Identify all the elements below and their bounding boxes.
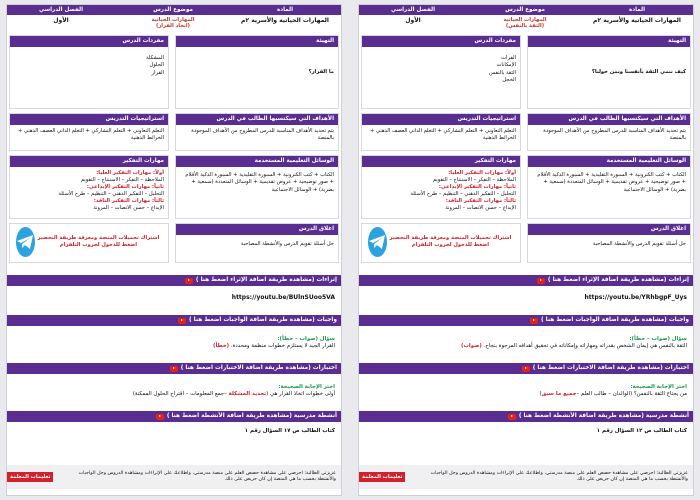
homework-question (13, 343, 335, 350)
telegram-icon[interactable] (16, 227, 35, 257)
lesson-grid (359, 35, 693, 267)
skills-list (362, 167, 520, 215)
test-text-b: –جمع المعلومات – اقتراح الحلول الممكنة) (132, 391, 229, 398)
skills-box (361, 155, 521, 219)
homework-section (7, 315, 341, 354)
vocab-item: الإمكانات (496, 62, 516, 69)
homework-answer: (صواب) (461, 343, 482, 350)
strategies-box (361, 113, 521, 151)
youtube-icon[interactable] (185, 278, 193, 284)
skills-list (10, 167, 168, 215)
subject-value: المهارات الحياتية والأسرية ٢م (241, 17, 329, 24)
telegram-box[interactable] (361, 223, 521, 263)
skills-items-2: التحليل – التفكير الذهني – التنظيم – طرح الأسئلة (410, 191, 516, 197)
youtube-icon[interactable] (156, 414, 164, 420)
activity-title[interactable]: أنشطة مدرسية (مشاهدة طريقة اضافة الأنشطة اضغط هنا ) (166, 413, 337, 419)
lesson-grid (7, 35, 341, 267)
tests-section (7, 363, 341, 402)
skills-heading-2: ثانياً: مهارات التفكير الإبداعي: (86, 184, 164, 190)
strategies-text: التعلم التعاوني + التعلم التشاركي + التعلم الذاتي العصف الذهني + الخرائط الذهنية (369, 128, 516, 142)
topic-subtitle: المهارات الحياتية (503, 17, 547, 23)
term-cell (358, 5, 469, 31)
activity-text: كتاب الطالب ص ١٧ السؤال رقم ١ (244, 428, 335, 434)
tests-bar[interactable] (359, 363, 693, 374)
vocab-item: القرار (151, 69, 164, 76)
homework-title[interactable]: واجبات (مشاهدة طريقة اضافة الواجبات اضغط هنا ) (189, 317, 337, 323)
subject-cell (581, 5, 693, 31)
goals-title: الأهداف التي سيكتسبها الطالب في الدرس (528, 114, 690, 125)
subject-label: المادة (581, 5, 693, 15)
tf-label: سؤال (صواب – خطأ): (629, 336, 687, 342)
homework-bar[interactable] (359, 315, 693, 326)
aids-box (175, 155, 339, 219)
test-answer: جميع ما سبق (541, 391, 577, 398)
goals-text: يتم تحديد الأهداف المناسبة للدرس المطروح من الأهداف الموجودة بالمنصة (191, 128, 334, 142)
vocab-box (361, 35, 521, 109)
youtube-icon[interactable] (530, 318, 538, 324)
aids-title: الوسائل التعليمية المستخدمة (176, 156, 338, 167)
closing-text: حل أسئلة تقويم الدرس والأنشطة المصاحبة (240, 241, 334, 247)
activity-bar[interactable] (7, 411, 341, 422)
intro-title: التهيئة (528, 36, 690, 47)
skills-heading-3: ثالثاً: مهارات التفكير الناقد: (445, 198, 516, 204)
footer-instructions (359, 465, 693, 489)
closing-title: اغلاق الدرس (176, 224, 338, 235)
vocab-item: الثقة بالنفس (488, 69, 516, 76)
test-text-a: من يحتاج الثقة بالنفس؟ (الوالدان – طالب العلم – (576, 391, 687, 398)
closing-text: حل أسئلة تقويم الدرس والأنشطة المصاحبة (592, 241, 686, 247)
tests-section (359, 363, 693, 402)
footer-text: عزيزتي الطالبة: احرصي على مشاهدة حصص العلم على منصة مدرستي، واطلاعك على الإثراءات ومشاهدة الدروس وحل الواجبات والأنشطة بحسب ما هي المنصة إن كان حريص على ذلك (430, 470, 688, 482)
youtube-icon[interactable] (522, 366, 530, 372)
goals-box (527, 113, 691, 151)
skills-items-3: الإبداع – حسن الانصات – المرونة (93, 205, 164, 211)
vocab-item: الخجل (502, 77, 516, 84)
skills-items-1: الملاحظة – التفكر – الاستنتاج – التقويم (80, 177, 164, 183)
vocab-box (9, 35, 169, 109)
aids-title: الوسائل التعليمية المستخدمة (528, 156, 690, 167)
youtube-icon[interactable] (537, 278, 545, 284)
strategies-title: استراتيجيات التدريس (10, 114, 168, 125)
activity-title[interactable]: أنشطة مدرسية (مشاهدة طريقة اضافة الأنشطة اضغط هنا ) (518, 413, 689, 419)
term-value: الأول (405, 17, 421, 24)
subject-label: المادة (229, 5, 341, 15)
subject-value: المهارات الحياتية والأسرية ٢م (593, 17, 681, 24)
term-value: الأول (53, 17, 69, 24)
telegram-box[interactable] (9, 223, 169, 263)
skills-heading-2: ثانياً: مهارات التفكير الإبداعي: (438, 184, 516, 190)
vocab-list (10, 47, 168, 80)
term-label: الفصل الدراسي (358, 5, 469, 15)
tests-title[interactable]: اختبارات (مشاهدة طريقة اضافة الاختبارات اضغط هنا ) (180, 365, 337, 371)
topic-title: (الثقة بالنفس) (505, 23, 545, 29)
youtube-icon[interactable] (178, 318, 186, 324)
tf-label: سؤال (صواب – خطأ): (277, 336, 335, 342)
test-question (365, 391, 687, 398)
homework-bar[interactable] (7, 315, 341, 326)
activity-section (359, 411, 693, 438)
homework-text: القرار الجيد لا يستلزم خطوات منظمة ومحددة. (230, 343, 335, 350)
lesson-header (359, 5, 693, 31)
youtube-icon[interactable] (170, 366, 178, 372)
tests-bar[interactable] (7, 363, 341, 374)
youtube-icon[interactable] (508, 414, 516, 420)
mc-label: اختر الإجابة الصحيحة: (630, 384, 687, 390)
intro-box (527, 35, 691, 109)
skills-items-1: الملاحظة – التفكر – الاستنتاج – التقويم (432, 177, 516, 183)
intro-text: ما القرار؟ (308, 69, 334, 75)
strategies-box (9, 113, 169, 151)
mc-label: اختر الإجابة الصحيحة: (278, 384, 335, 390)
topic-label: موضوع الدرس (117, 5, 229, 15)
vocab-item: الحلول (149, 62, 164, 69)
strategies-title: استراتيجيات التدريس (362, 114, 520, 125)
telegram-icon[interactable] (368, 227, 387, 257)
skills-title: مهارات التفكير (10, 156, 168, 167)
enrichment-section (7, 275, 341, 304)
enrichment-section (359, 275, 693, 304)
closing-box (175, 223, 339, 263)
enrichment-link[interactable]: https://youtu.be/BUlnSUoo5VA (231, 294, 335, 301)
aids-text: الكتاب + كتب الكترونية + السبورة التقليدية + السبورة الذكية الأقلام + صور توضيحية + عروض تقديمية + الوسائل المتعددة (سمعية + بصرية) + الوسائل الاجتماعية (185, 172, 334, 193)
topic-title: (اتخاذ القرار) (155, 23, 191, 29)
homework-text: الثقة بالنفس هي إيمان الشخص بقدراته ومهاراته وإمكاناته في تحقيق أهدافه المرجوة بنجاح. (483, 343, 687, 350)
lesson-header (7, 5, 341, 31)
footer-label: تعليمات المعلمة (359, 472, 405, 482)
goals-box (175, 113, 339, 151)
skills-items-2: التحليل – التفكير الذهني – التنظيم – طرح الأسئلة (58, 191, 164, 197)
activity-bar[interactable] (359, 411, 693, 422)
enrichment-bar[interactable] (7, 275, 341, 286)
term-cell (6, 5, 117, 31)
enrichment-bar[interactable] (359, 275, 693, 286)
skills-title: مهارات التفكير (362, 156, 520, 167)
test-text-b: ) (539, 391, 542, 398)
activity-text: كتاب الطالب ص ١٢ السؤال رقم ١ (596, 428, 687, 434)
intro-box (175, 35, 339, 109)
test-answer: تحديد المشكلة (228, 391, 267, 398)
term-label: الفصل الدراسي (6, 5, 117, 15)
skills-heading-3: ثالثاً: مهارات التفكير الناقد: (93, 198, 164, 204)
strategies-text: التعلم التعاوني + التعلم التشاركي + التعلم الذاتي العصف الذهني + الخرائط الذهنية (17, 128, 164, 142)
skills-items-3: الإبداع – حسن الانصات – المرونة (445, 205, 516, 211)
vocab-list (362, 47, 520, 88)
telegram-text[interactable]: اشتراك تحميلات المنصة ومعرفة طريقة التحضير اضغط للدخول لجروب التلقرام (37, 235, 160, 248)
test-question (13, 391, 335, 398)
vocab-title: مفردات الدرس (10, 36, 168, 47)
homework-title[interactable]: واجبات (مشاهدة طريقة اضافة الواجبات اضغط هنا ) (541, 317, 689, 323)
footer-text: عزيزتي الطالبة: احرصي على مشاهدة حصص العلم على منصة مدرستي، واطلاعك على الإثراءات ومشاهدة الدروس وحل الواجبات والأنشطة بحسب ما هي المنصة إن كان حريص على ذلك (78, 470, 336, 482)
footer-instructions (7, 465, 341, 489)
telegram-text[interactable]: اشتراك تحميلات المنصة ومعرفة طريقة التحضير اضغط للدخول لجروب التلقرام (389, 235, 512, 248)
topic-label: موضوع الدرس (469, 5, 581, 15)
skills-box (9, 155, 169, 219)
closing-box (527, 223, 691, 263)
vocab-title: مفردات الدرس (362, 36, 520, 47)
enrichment-title[interactable]: إثراءات (مشاهدة طريقة اضافة الإثراء اضغط هنا ) (547, 277, 689, 283)
aids-box (527, 155, 691, 219)
topic-subtitle: المهارات الحياتية (151, 17, 195, 23)
topic-cell (469, 5, 581, 31)
test-text-a: أولى خطوات اتخاذ القرار هي ( (266, 391, 335, 398)
footer-label: تعليمات المعلمة (7, 472, 53, 482)
vocab-item: الفرات (501, 55, 516, 61)
intro-title: التهيئة (176, 36, 338, 47)
enrichment-link[interactable]: https://youtu.be/YRhbgpF_Uys (584, 294, 687, 301)
intro-text: كيف ننمي الثقة بأنفسنا وبمن حولنا؟ (591, 69, 686, 75)
goals-text: يتم تحديد الأهداف المناسبة للدرس المطروح من الأهداف الموجودة بالمنصة (543, 128, 686, 142)
subject-cell (229, 5, 341, 31)
skills-heading-1: أولاً: مهارات التفكير العليا: (96, 170, 164, 176)
homework-section (359, 315, 693, 354)
lesson-page-1 (6, 4, 342, 496)
goals-title: الأهداف التي سيكتسبها الطالب في الدرس (176, 114, 338, 125)
vocab-item: المشكلة (145, 55, 164, 61)
activity-section (7, 411, 341, 438)
topic-cell (117, 5, 229, 31)
skills-heading-1: أولاً: مهارات التفكير العليا: (448, 170, 516, 176)
lesson-page-2 (358, 4, 694, 496)
aids-text: الكتاب + كتب الكترونية + السبورة التقليدية + السبورة الذكية الأقلام + صور توضيحية + عروض تقديمية + الوسائل المتعددة (سمعية + بصرية) + الوسائل الاجتماعية (537, 172, 686, 193)
closing-title: اغلاق الدرس (528, 224, 690, 235)
tests-title[interactable]: اختبارات (مشاهدة طريقة اضافة الاختبارات اضغط هنا ) (532, 365, 689, 371)
enrichment-title[interactable]: إثراءات (مشاهدة طريقة اضافة الإثراء اضغط هنا ) (195, 277, 337, 283)
homework-answer: (خطأ) (212, 343, 230, 350)
homework-question (365, 343, 687, 350)
